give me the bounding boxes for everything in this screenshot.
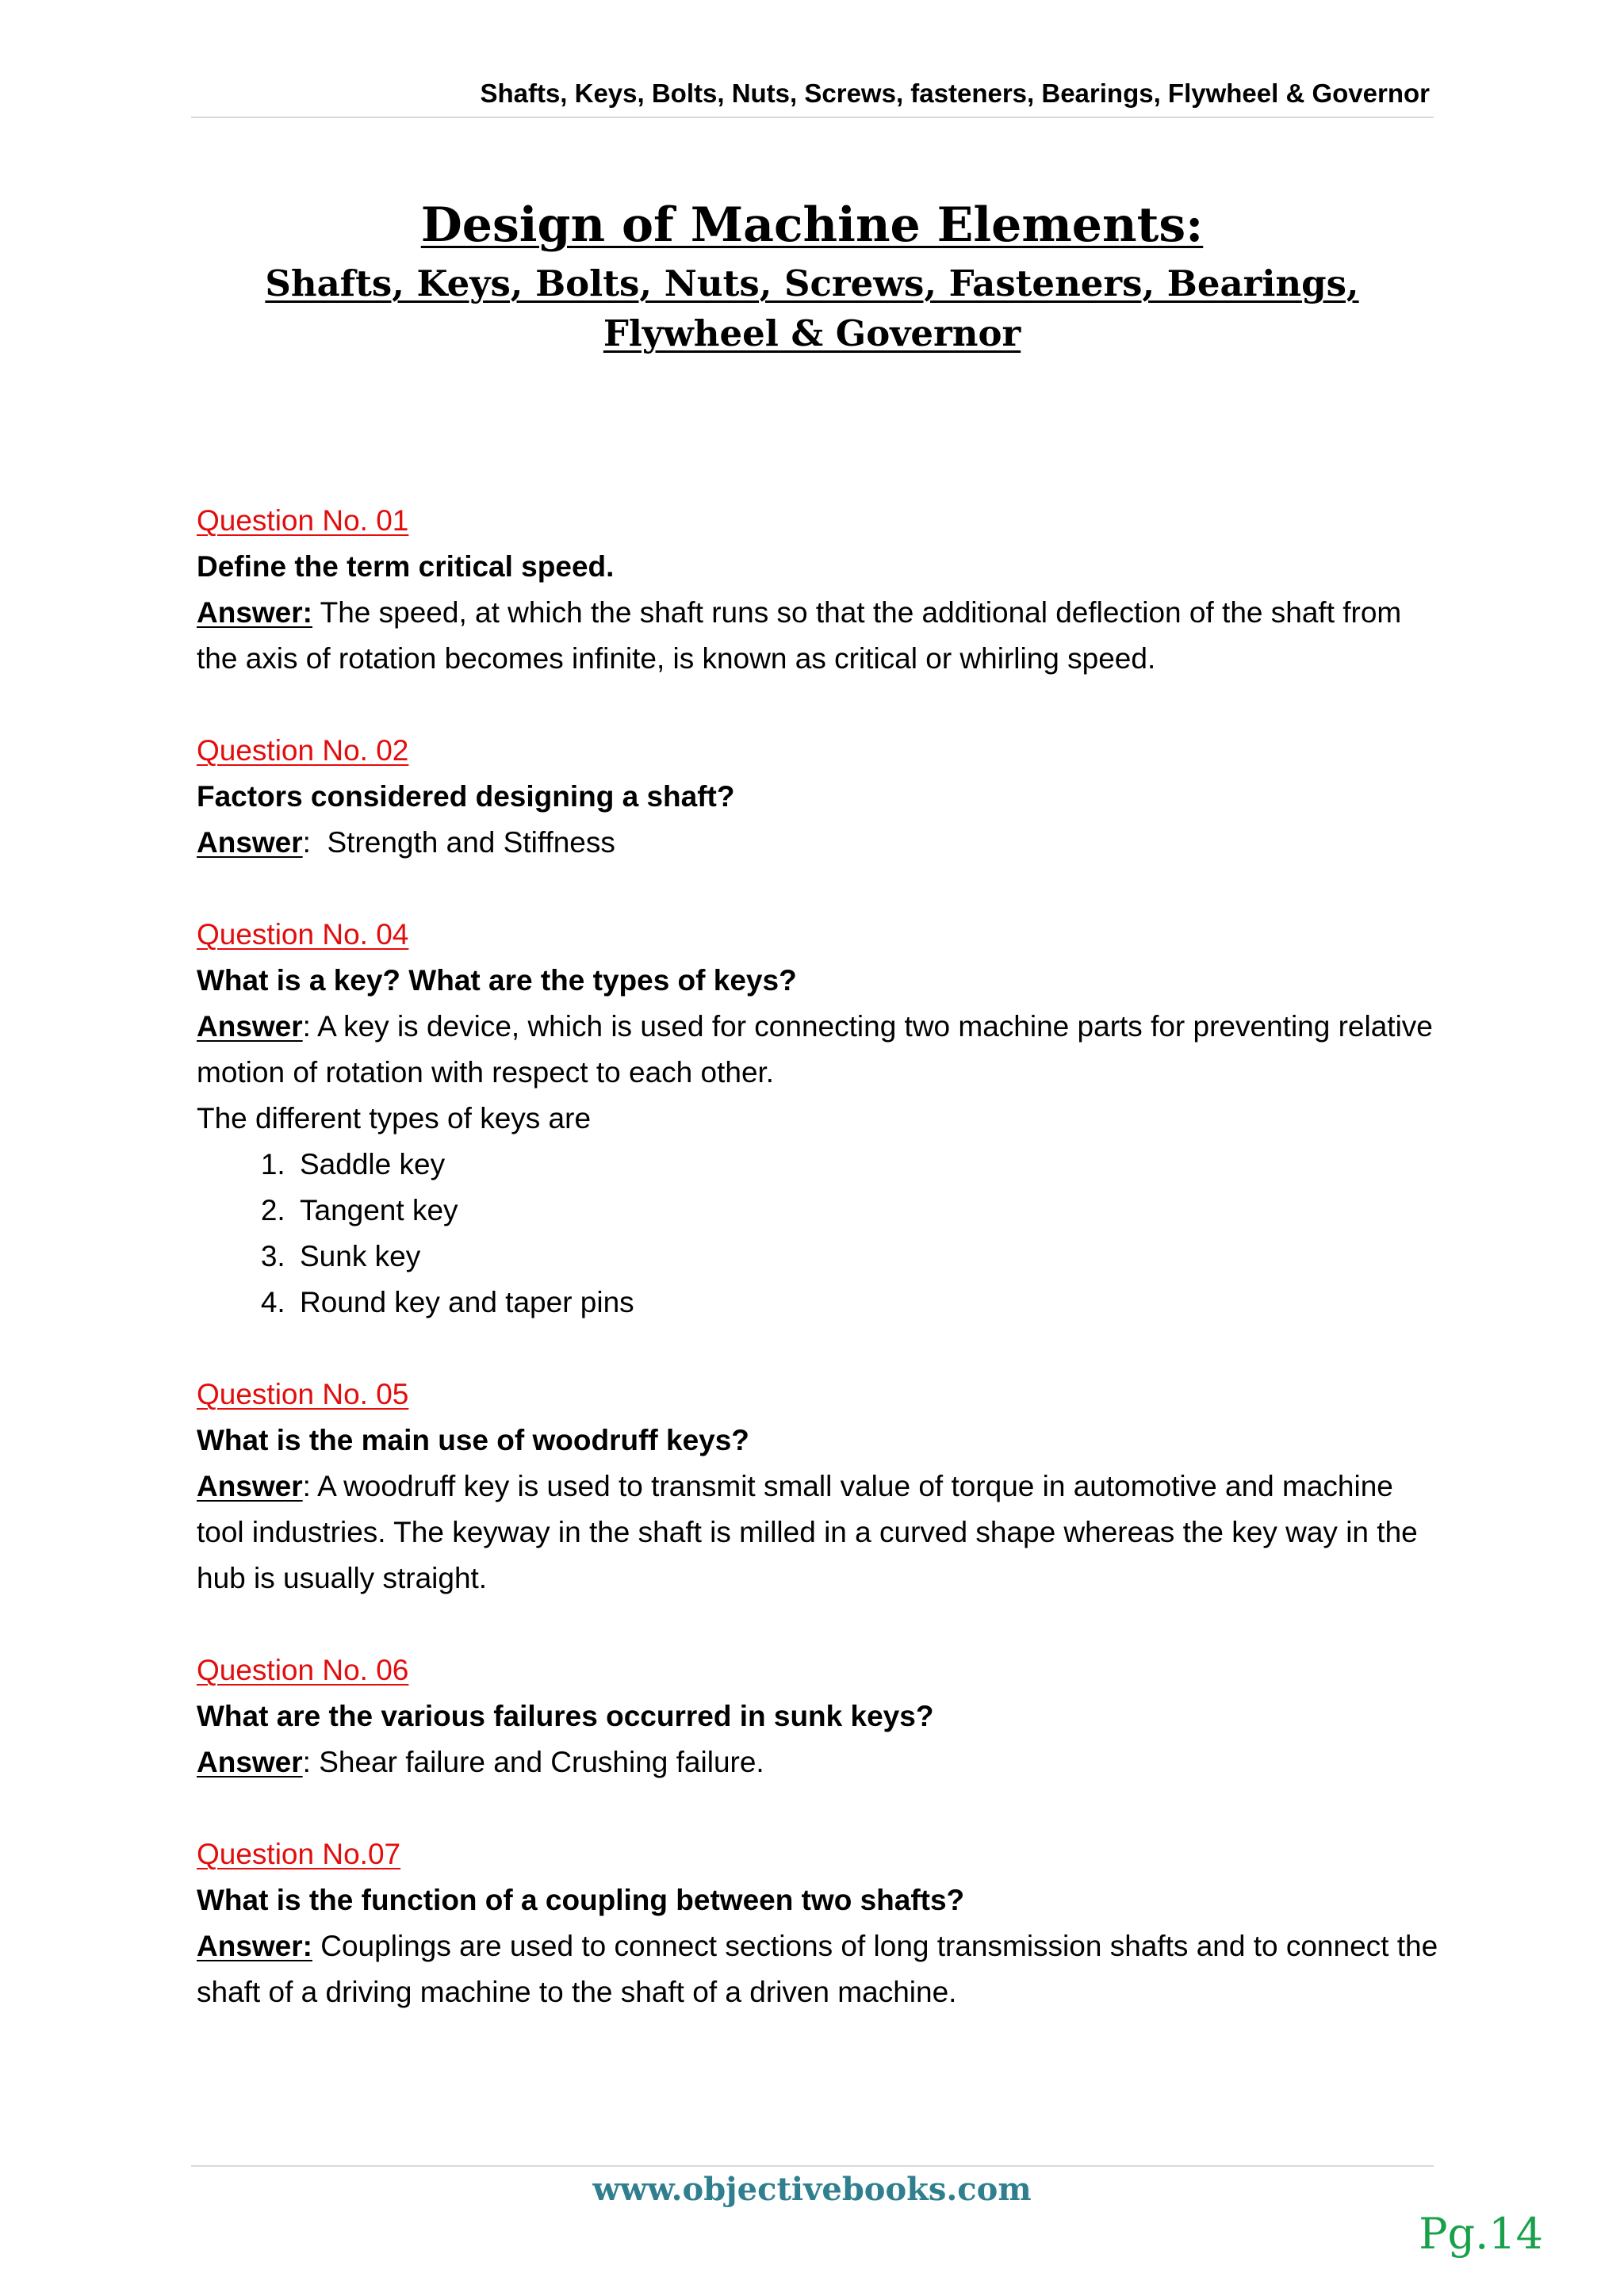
qa-item-02 xyxy=(197,728,1442,866)
footer-website-link[interactable]: www.objectivebooks.com xyxy=(592,2171,1032,2208)
answer-label: Answer xyxy=(197,1010,303,1043)
list-item: 2. Tangent key xyxy=(293,1188,1442,1234)
answer-label: Answer xyxy=(197,1470,303,1502)
document-subtitle-line-2: Flywheel & Governor xyxy=(603,312,1021,354)
answer-text: : A woodruff key is used to transmit small value of torque in automotive and machine tool industries. The keyway in the shaft is milled in a curved shape whereas the key way in the hub is usually straight. xyxy=(197,1470,1418,1594)
key-types-list xyxy=(197,1142,1442,1326)
answer xyxy=(197,1004,1442,1096)
qa-item-04 xyxy=(197,912,1442,1326)
answer-label: Answer xyxy=(197,1746,303,1778)
answer xyxy=(197,590,1442,682)
qa-item-01 xyxy=(197,498,1442,682)
question-label: Question No. 02 xyxy=(197,734,409,767)
question-label: Question No. 01 xyxy=(197,504,409,537)
list-item: 1. Saddle key xyxy=(293,1142,1442,1188)
qa-item-07 xyxy=(197,1831,1442,2015)
question-text: Factors considered designing a shaft? xyxy=(197,780,735,813)
list-item: 3. Sunk key xyxy=(293,1234,1442,1280)
question-text: What are the various failures occurred in sunk keys? xyxy=(197,1700,934,1732)
answer xyxy=(197,1464,1442,1601)
answer-text: The speed, at which the shaft runs so that the additional deflection of the shaft from the axis of rotation becomes infinite, is known as critical or whirling speed. xyxy=(197,596,1402,675)
answer-text: : Shear failure and Crushing failure. xyxy=(302,1746,764,1778)
question-text: What is the main use of woodruff keys? xyxy=(197,1424,749,1456)
footer-rule xyxy=(191,2165,1434,2167)
answer-text: Couplings are used to connect sections of long transmission shafts and to connect the shaft of a driving machine to the shaft of a driven machine. xyxy=(197,1930,1438,2008)
answer-text: : A key is device, which is used for connecting two machine parts for preventing relative motion of rotation with respect to each other. xyxy=(197,1010,1433,1089)
question-text: What is a key? What are the types of keys? xyxy=(197,964,797,997)
page-number: Pg.14 xyxy=(1419,2209,1543,2259)
document-subtitle-line-1: Shafts, Keys, Bolts, Nuts, Screws, Fasteners, Bearings, xyxy=(265,262,1359,304)
qa-content xyxy=(197,498,1442,2061)
qa-item-05 xyxy=(197,1372,1442,1601)
qa-item-06 xyxy=(197,1647,1442,1785)
answer xyxy=(197,820,1442,866)
answer-label: Answer: xyxy=(197,1930,312,1962)
question-text: Define the term critical speed. xyxy=(197,550,615,583)
question-label: Question No.07 xyxy=(197,1838,401,1870)
document-title: Design of Machine Elements: xyxy=(420,197,1204,253)
question-text: What is the function of a coupling between two shafts? xyxy=(197,1884,965,1916)
header-rule xyxy=(191,117,1434,118)
list-item: 4. Round key and taper pins xyxy=(293,1280,1442,1326)
answer-text: : Strength and Stiffness xyxy=(302,826,615,859)
title-block xyxy=(0,192,1624,358)
answer-label: Answer: xyxy=(197,596,312,629)
answer xyxy=(197,1739,1442,1785)
key-types-intro: The different types of keys are xyxy=(197,1102,592,1135)
running-header: Shafts, Keys, Bolts, Nuts, Screws, fasteners, Bearings, Flywheel & Governor xyxy=(480,78,1430,108)
answer-label: Answer xyxy=(197,826,303,859)
question-label: Question No. 05 xyxy=(197,1378,409,1410)
answer xyxy=(197,1923,1442,2015)
question-label: Question No. 04 xyxy=(197,918,409,951)
question-label: Question No. 06 xyxy=(197,1654,409,1686)
